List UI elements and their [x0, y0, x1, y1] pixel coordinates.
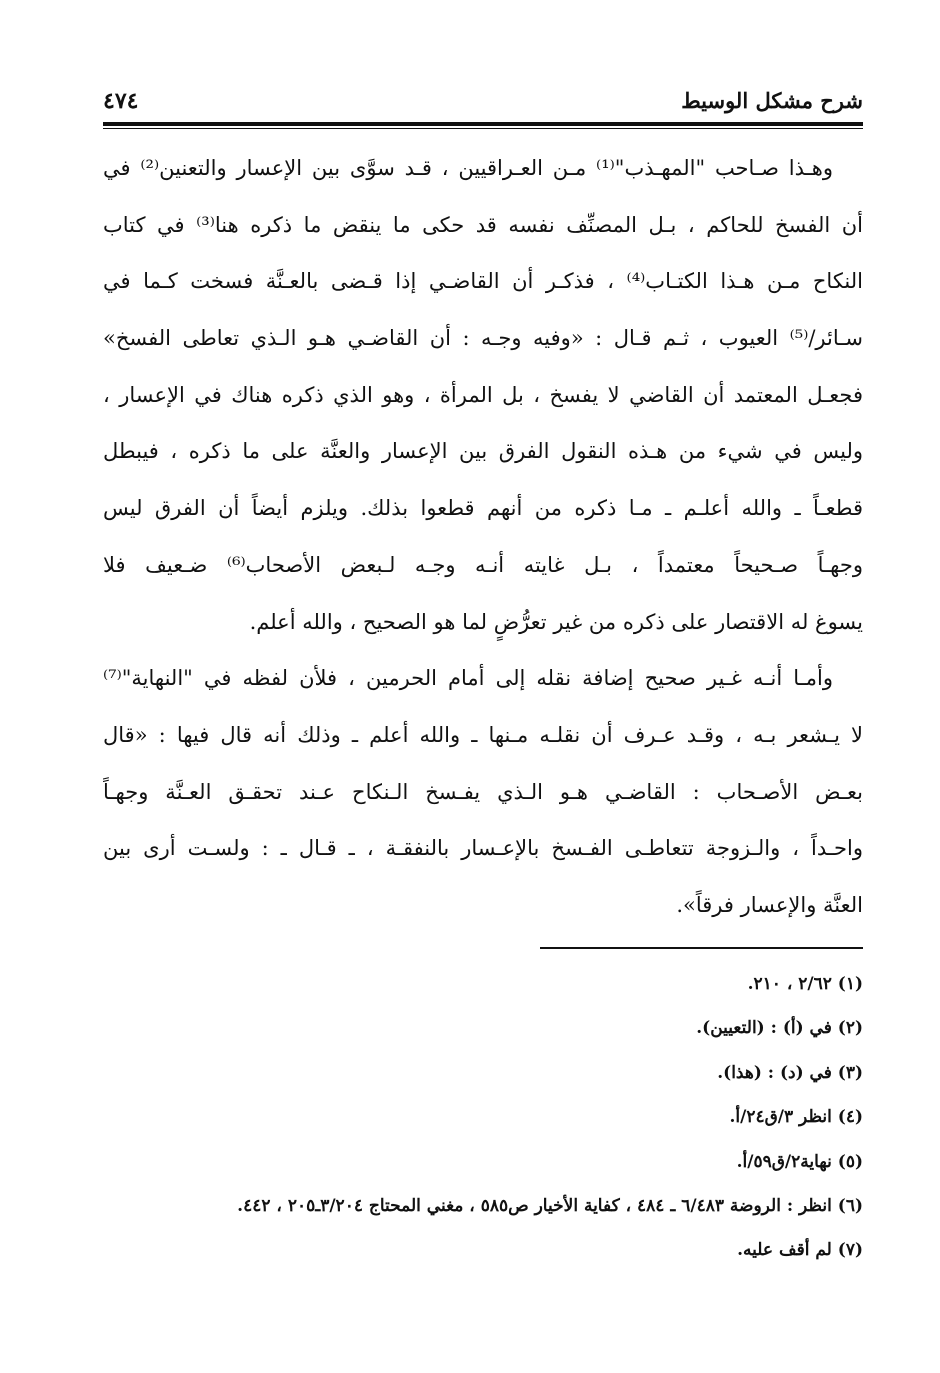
- footnotes: [103, 962, 863, 1273]
- text-line: العنَّة والإعسار فرقاً».: [676, 892, 863, 917]
- text-line: يسوغ له الاقتصار على ذكره من غير تعرُّضٍ لما هو الصحيح ، والله أعلم.: [249, 609, 863, 634]
- header-rule-thin: [103, 128, 863, 129]
- text-line: فجعـل المعتمد أن القاضي لا يفسخ ، بل المرأة ، وهو الذي ذكره هناك في الإعسار ،: [103, 382, 863, 407]
- text-line: قطعـاً ـ والله أعلـم ـ مـا ذكره من أنهم قطعوا بذلك. ويلزم أيضاً أن الفرق ليس: [103, 496, 863, 521]
- text-line: واحـداً ، والـزوجة تتعاطـى الفـسخ بالإعـسار بالنفقـة ، ـ قـال ـ : ولسـت أرى بين: [103, 836, 863, 861]
- footnote: (٣) في (د) : (هذا).: [717, 1062, 863, 1083]
- header-title: شرح مشكل الوسيط: [681, 88, 863, 113]
- header-rule-thick: [103, 122, 863, 126]
- text-line: بعـض الأصـحاب : القاضـي هـو الـذي يفـسخ الـنكاح عـند تحقـق العـنَّة وجهـاً: [103, 779, 863, 804]
- running-header: [103, 84, 863, 120]
- footnote: (٦) انظر : الروضة ٦/٤٨٣ ـ ٤٨٤ ، كفاية الأخيار ص٥٨٥ ، مغني المحتاج ٣/٢٠٤ـ٢٠٥ ، ٤٤٢.: [237, 1195, 863, 1216]
- text-line: وهـذا صـاحب "المهـذب"⁽¹⁾ مـن العـراقيين ، قـد سوَّى بين الإعسار والتعنين⁽²⁾ في: [103, 156, 833, 180]
- footnote: (٢) في (أ) : (التعيين).: [696, 1018, 863, 1039]
- text-line: وليس في شيء من هـذه النقول الفرق بين الإعسار والعنَّة على ما ذكره ، فيبطل: [103, 439, 863, 464]
- footnote: (٤) انظر ٣/ق٢٤/أ.: [729, 1107, 863, 1128]
- footnote-separator: [540, 947, 863, 949]
- footnote: (١) ٢/٦٢ ، ٢١٠.: [747, 974, 863, 994]
- footnote: (٥) نهاية٢/ق٥٩/أ.: [736, 1151, 863, 1172]
- page-number: ٤٧٤: [103, 88, 139, 114]
- text-line: لا يـشعر بـه ، وقـد عـرف أن نقلـه مـنها ـ والله أعلم ـ وذلك أنه قال فيها : «قال: [103, 722, 863, 747]
- text-line: النكاح مـن هـذا الكتـاب⁽⁴⁾ ، فذكـر أن القاضـي إذا قـضى بالعـنَّة فسخت كـما في: [103, 269, 863, 294]
- text-line: وأمـا أنـه غـير صحيح إضافة نقله إلى أمام الحرمين ، فلأن لفظه في "النهاية"⁽⁷⁾: [103, 666, 833, 691]
- text-line: وجهـاً صـحيحاً معتمداً ، بـل غايته أنـه وجـه لـبعض الأصحاب⁽⁶⁾ ضـعيف فلا: [103, 552, 863, 577]
- text-line: أن الفسخ للحاكم ، بـل المصنِّف نفسه قد حكى ما ينقض ما ذكره هنا⁽³⁾ في كتاب: [103, 212, 863, 237]
- footnote: (٧) لم أقف عليه.: [737, 1240, 863, 1261]
- main-text: [103, 140, 863, 934]
- text-line: سـائر/⁽⁵⁾ العيوب ، ثـم قـال : «وفيه وجـه : أن القاضـي هـو الـذي تعاطى الفسخ»: [103, 326, 863, 351]
